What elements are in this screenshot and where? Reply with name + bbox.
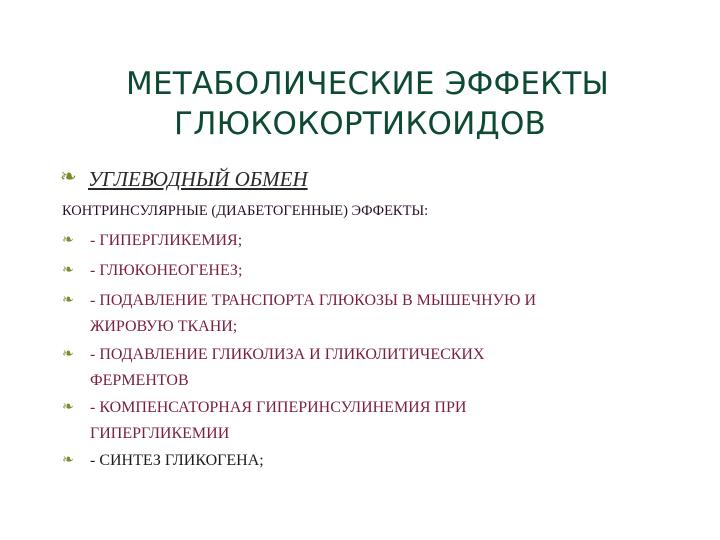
list-item-line-1: - ПОДАВЛЕНИЕ ГЛИКОЛИЗА И ГЛИКОЛИТИЧЕСКИХ — [90, 346, 485, 363]
list-item — [90, 228, 670, 254]
title-line-1: МЕТАБОЛИЧЕСКИЕ ЭФФЕКТЫ — [126, 66, 610, 102]
list-bullet-icon: ❧ — [62, 292, 74, 308]
list-bullet-icon: ❧ — [62, 232, 74, 248]
list-item-line-2: ФЕРМЕНТОВ — [90, 372, 189, 389]
list-item-line-1: - КОМПЕНСАТОРНАЯ ГИПЕРИНСУЛИНЕМИЯ ПРИ — [90, 399, 467, 416]
list-item — [90, 395, 670, 447]
list-item-line-1: - ГИПЕРГЛИКЕМИЯ; — [90, 232, 243, 249]
list-bullet-icon: ❧ — [62, 262, 74, 278]
list-item — [90, 448, 670, 474]
list-item-line-1: - СИНТЕЗ ГЛИКОГЕНА; — [90, 452, 264, 469]
list-bullet-icon: ❧ — [62, 399, 74, 415]
list-item — [90, 288, 670, 340]
list-item-line-2: ЖИРОВУЮ ТКАНИ; — [90, 318, 238, 335]
list-bullet-icon: ❧ — [62, 452, 74, 468]
title-line-2: ГЛЮКОКОРТИКОИДОВ — [174, 106, 547, 142]
list-item-line-1: - ГЛЮКОНЕОГЕНЕЗ; — [90, 262, 243, 279]
heading-bullet-icon: ❧ — [60, 164, 77, 188]
list-item-line-1: - ПОДАВЛЕНИЕ ТРАНСПОРТА ГЛЮКОЗЫ В МЫШЕЧНУЮ И — [90, 292, 537, 309]
section-heading: УГЛЕВОДНЫЙ ОБМЕН — [88, 167, 308, 191]
list-item — [90, 342, 670, 394]
list-item-line-2: ГИПЕРГЛИКЕМИИ — [90, 425, 230, 442]
list-bullet-icon: ❧ — [62, 346, 74, 362]
list-item — [90, 258, 670, 284]
section-subheading: КОНТРИНСУЛЯРНЫЕ (ДИАБЕТОГЕННЫЕ) ЭФФЕКТЫ: — [62, 203, 429, 219]
slide-title — [110, 64, 670, 144]
